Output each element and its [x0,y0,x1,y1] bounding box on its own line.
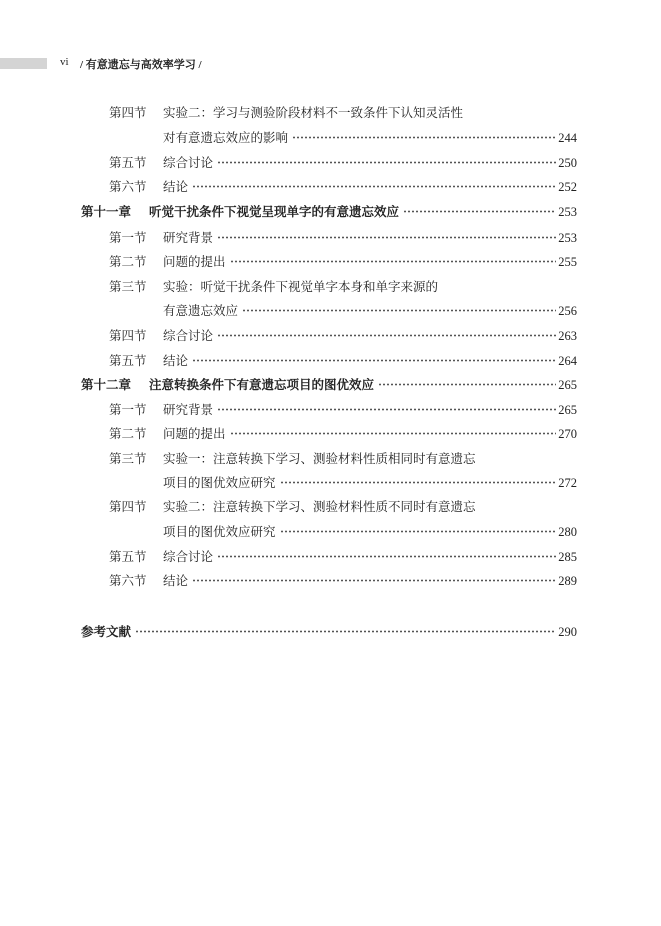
toc-entry[interactable] [109,571,577,591]
toc-entry-label: 第五节 [109,549,147,564]
toc-entry-title: 结论 [163,177,190,197]
toc-entry-title: 结论 [163,571,190,591]
toc-leader-dots [217,408,556,411]
toc-entry-title: 实验一：注意转换下学习、测验材料性质相同时有意遗忘 [163,449,478,469]
toc-leader-dots [192,579,556,582]
toc-entry-title: 项目的图优效应研究 [163,473,278,493]
toc-page-number: 263 [558,329,577,343]
toc-entry-title: 问题的提出 [163,424,228,444]
toc-entry[interactable] [109,424,577,444]
toc-entry[interactable] [163,522,577,542]
toc-entry-label: 第一节 [109,402,147,417]
toc-page-number: 250 [558,156,577,170]
toc-entry[interactable] [109,228,577,248]
toc-page-number: 272 [558,476,577,490]
toc-entry[interactable] [109,153,577,173]
toc-leader-dots [280,530,556,533]
toc-entry[interactable] [109,449,577,469]
toc-page-number: 270 [558,427,577,441]
toc-page-number: 290 [558,625,577,639]
toc-entry[interactable] [109,103,577,123]
toc-leader-dots [135,630,556,633]
header-page-number: vi [60,56,69,68]
toc-entry[interactable] [109,351,577,371]
header-bar [0,58,47,69]
toc-entry-label: 第六节 [109,179,147,194]
toc-leader-dots [292,136,556,139]
toc-entry-label: 第三节 [109,451,147,466]
toc-page-number: 265 [558,403,577,417]
toc-leader-dots [192,359,556,362]
toc-leader-dots [217,334,556,337]
toc-entry[interactable] [109,400,577,420]
toc-entry[interactable] [109,497,577,517]
toc-entry[interactable] [109,252,577,272]
toc-entry-label: 第十二章 [81,377,132,392]
toc-page-number: 252 [558,180,577,194]
toc-page-number: 285 [558,550,577,564]
toc-entry-label: 第十一章 [81,204,132,219]
toc-page-number: 265 [558,378,577,392]
toc-entry-label: 第六节 [109,573,147,588]
toc-entry-title: 研究背景 [163,228,215,248]
toc-entry[interactable] [109,177,577,197]
toc-entry-title: 综合讨论 [163,153,215,173]
toc-entry-title: 实验二：注意转换下学习、测验材料性质不同时有意遗忘 [163,497,478,517]
toc-entry-title: 实验：听觉干扰条件下视觉单字本身和单字来源的 [163,277,440,297]
toc-page-number: 264 [558,354,577,368]
toc-leader-dots [230,260,556,263]
toc-entry-label: 第四节 [109,105,147,120]
toc-entry-label: 第四节 [109,328,147,343]
toc-leader-dots [403,210,556,213]
toc-entry-label: 第二节 [109,426,147,441]
toc-entry[interactable] [109,277,577,297]
toc-page-number: 253 [558,231,577,245]
toc-leader-dots [280,481,556,484]
toc-chapter-entry[interactable] [81,375,577,395]
toc-entry-title: 对有意遗忘效应的影响 [163,128,290,148]
toc-entry-title: 问题的提出 [163,252,228,272]
toc-entry-title: 项目的图优效应研究 [163,522,278,542]
toc-entry-title: 有意遗忘效应 [163,301,240,321]
toc-page-number: 244 [558,131,577,145]
toc-entry[interactable] [163,301,577,321]
running-header [0,56,661,72]
toc-entry-title: 综合讨论 [163,547,215,567]
toc-entry-label: 第三节 [109,279,147,294]
header-book-title: / 有意遗忘与高效率学习 / [80,59,202,71]
toc-entry-label: 第一节 [109,230,147,245]
toc-page-number: 256 [558,304,577,318]
toc-leader-dots [217,236,556,239]
toc-page-number: 289 [558,574,577,588]
toc-entry-title: 实验二：学习与测验阶段材料不一致条件下认知灵活性 [163,103,465,123]
toc-page-number: 255 [558,255,577,269]
toc-page-number: 280 [558,525,577,539]
toc-entry-title: 注意转换条件下有意遗忘项目的图优效应 [149,375,376,395]
toc-entry[interactable] [163,473,577,493]
toc-entry[interactable] [163,128,577,148]
toc-entry-label: 第五节 [109,155,147,170]
toc-leader-dots [242,309,556,312]
toc-references-entry[interactable] [81,622,577,642]
toc-entry[interactable] [109,547,577,567]
toc-leader-dots [217,161,556,164]
toc-entry-label: 第四节 [109,499,147,514]
toc-leader-dots [217,555,556,558]
toc-entry-title: 研究背景 [163,400,215,420]
toc-entry-title: 结论 [163,351,190,371]
toc-leader-dots [230,432,556,435]
toc-entry-label: 第二节 [109,254,147,269]
toc-leader-dots [378,383,556,386]
toc-entry-title: 综合讨论 [163,326,215,346]
toc-entry-title: 听觉干扰条件下视觉呈现单字的有意遗忘效应 [149,202,401,222]
toc-leader-dots [192,185,556,188]
toc-entry[interactable] [109,326,577,346]
toc-page-number: 253 [558,205,577,219]
toc-chapter-entry[interactable] [81,202,577,222]
toc-entry-label: 参考文献 [81,624,132,639]
toc-entry-label: 第五节 [109,353,147,368]
